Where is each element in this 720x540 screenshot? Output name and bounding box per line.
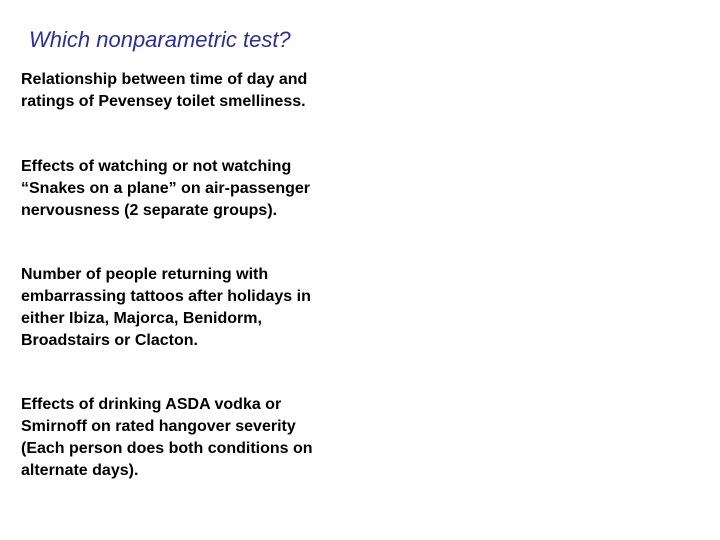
slide-title: Which nonparametric test? [29, 27, 291, 52]
scenario-text-snakes-on-a-plane: Effects of watching or not watching “Snakes on a plane” on air-passenger nervousness (2 separate groups). [21, 158, 310, 219]
scenario-text-holiday-tattoos: Number of people returning with embarrassing tattoos after holidays in either Ibiza, Majorca, Benidorm, Broadstairs or Clacton. [21, 266, 311, 349]
scenario-text-toilet-smelliness: Relationship between time of day and ratings of Pevensey toilet smelliness. [21, 71, 308, 110]
scenario-text-vodka-hangover: Effects of drinking ASDA vodka or Smirnoff on rated hangover severity (Each person does both conditions on alternate days). [21, 396, 313, 479]
